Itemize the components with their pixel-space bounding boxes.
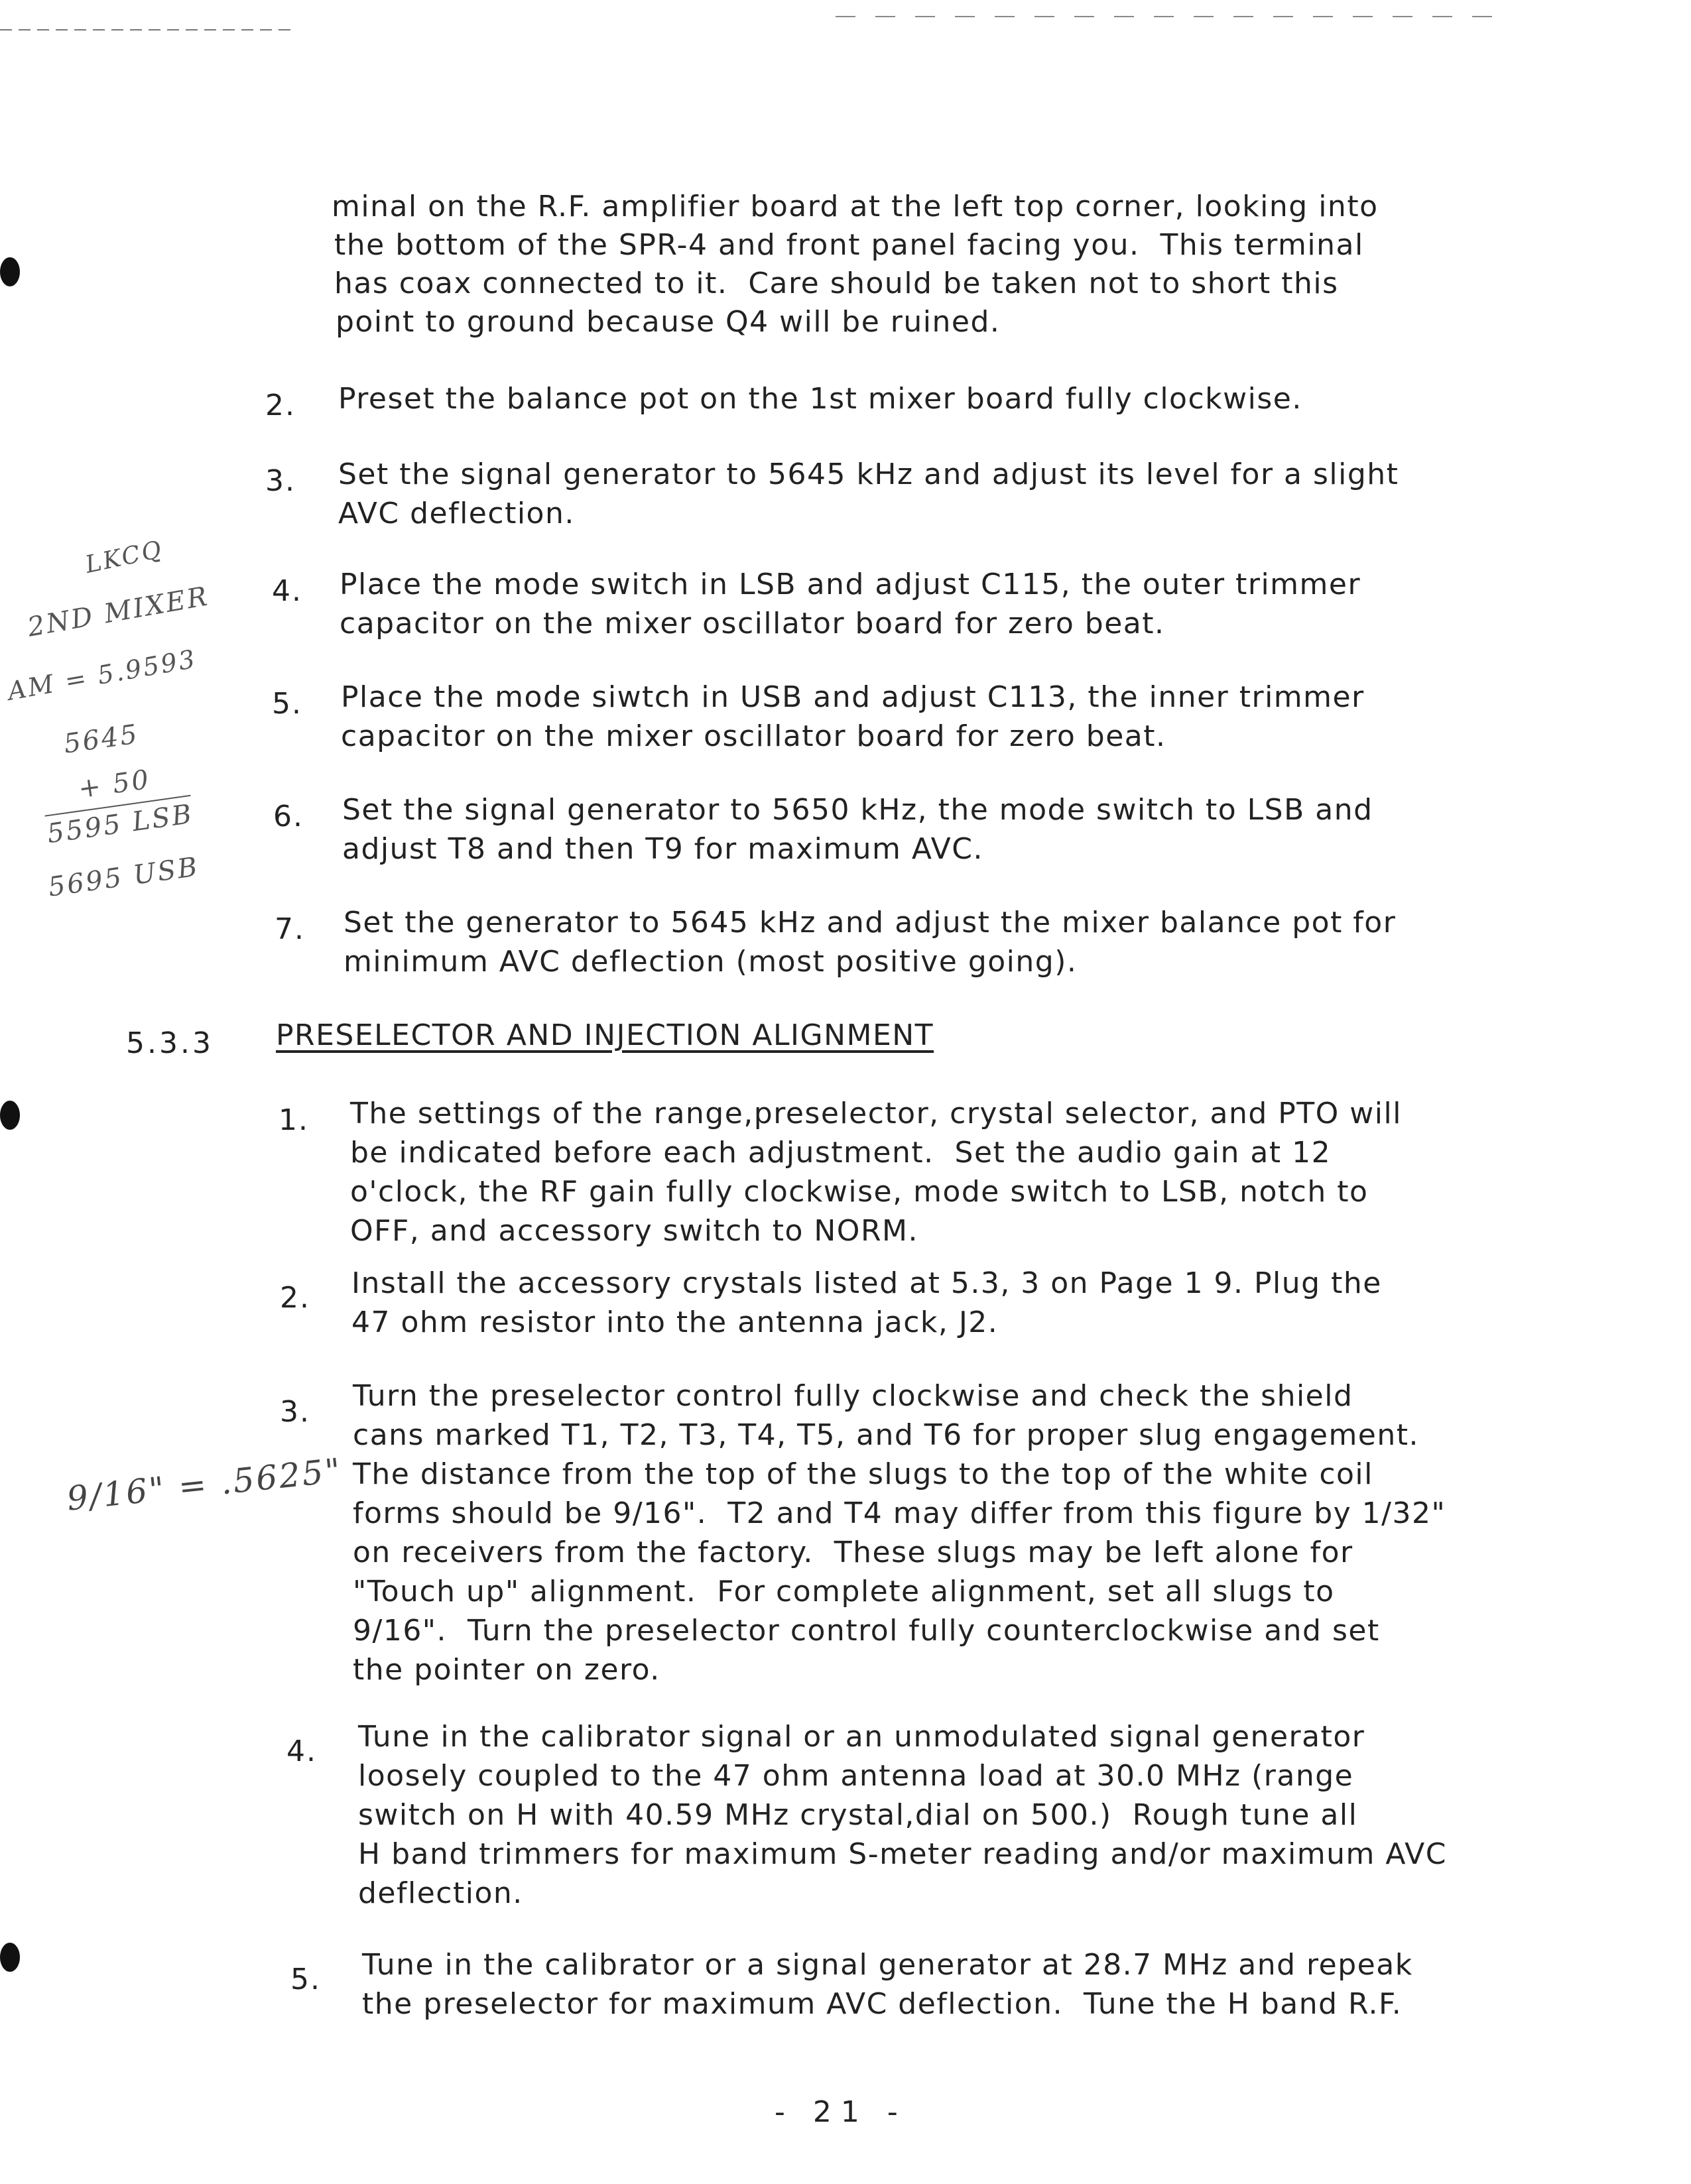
step-number: 6. (273, 800, 304, 833)
binder-hole-3 (0, 1943, 20, 1972)
step-number: 2. (265, 389, 296, 422)
section-title: PRESELECTOR AND INJECTION ALIGNMENT (276, 1018, 934, 1052)
step-number: 5. (272, 687, 302, 721)
step-number: 4. (286, 1734, 317, 1768)
step-text: Set the generator to 5645 kHz and adjust the mixer balance pot for minimum AVC deflection (most positive going). (344, 906, 1397, 979)
scan-artifact-top-right (836, 16, 1512, 17)
step-text: Preset the balance pot on the 1st mixer board fully clockwise. (338, 382, 1302, 416)
handwritten-note: 9/16" = .5625" (65, 1451, 344, 1518)
handwritten-note: 5595 LSB (44, 795, 195, 849)
intro-line: minal on the R.F. amplifier board at the left top corner, looking into (332, 190, 1379, 223)
handwritten-note: 2ND MIXER (25, 581, 212, 643)
step-text: Tune in the calibrator signal or an unmodulated signal generator loosely coupled to the 47 ohm antenna load at 30.0 MHz (range switch on H with 40.59 MHz crystal,dial on 500.) Rough tune all H band trimmers for maximum S-meter reading and/or maximum AVC deflection. (358, 1720, 1447, 1910)
step-number: 5. (290, 1963, 321, 1996)
page-number: - 21 - (775, 2095, 907, 2129)
section-number: 5.3.3 (126, 1026, 214, 1060)
handwritten-note: AM = 5.9593 (5, 644, 199, 706)
step-number: 4. (272, 574, 302, 608)
handwritten-note: 5695 USB (46, 851, 202, 903)
step-text: Install the accessory crystals listed at 5.3, 3 on Page 1 9. Plug the 47 ohm resistor into the antenna jack, J2. (351, 1266, 1382, 1339)
step-number: 2. (280, 1281, 310, 1315)
step-text: Turn the preselector control fully clockwise and check the shield cans marked T1, T2, T3, T4, T5, and T6 for proper slug engagement. The distance from the top of the slugs to the top of the white coil forms should be 9/16". T2 and T4 may differ from this figure by 1/32" on receivers from the factory. These slugs may be left alone for "Touch up" alignment. For complete alignment, set all slugs to 9/16". Turn the preselector control fully counterclockwise and set the pointer on zero. (353, 1379, 1446, 1687)
handwritten-note: + 50 (76, 764, 153, 805)
intro-line: has coax connected to it. Care should be taken not to short this (334, 267, 1339, 300)
handwritten-note: 5645 (62, 719, 141, 760)
binder-hole-2 (0, 1101, 20, 1130)
intro-line: point to ground because Q4 will be ruined. (336, 305, 1001, 339)
handwritten-note: LKCQ (83, 536, 166, 579)
binder-hole-1 (0, 257, 20, 286)
scan-artifact-top-left (0, 29, 292, 30)
step-text: The settings of the range,preselector, crystal selector, and PTO will be indicated before each adjustment. Set the audio gain at 12 o'clock, the RF gain fully clockwise, mode switch to LSB, notch to OFF, and accessory switch to NORM. (350, 1097, 1402, 1248)
step-text: Set the signal generator to 5645 kHz and adjust its level for a slight AVC deflection. (338, 457, 1399, 530)
step-text: Place the mode siwtch in USB and adjust C113, the inner trimmer capacitor on the mixer oscillator board for zero beat. (341, 680, 1365, 753)
step-number: 3. (265, 464, 296, 498)
step-text: Place the mode switch in LSB and adjust C115, the outer trimmer capacitor on the mixer oscillator board for zero beat. (340, 568, 1361, 640)
step-number: 1. (279, 1103, 309, 1137)
step-number: 3. (280, 1395, 310, 1429)
step-number: 7. (275, 912, 305, 946)
step-text: Set the signal generator to 5650 kHz, the mode switch to LSB and adjust T8 and then T9 for maximum AVC. (342, 793, 1373, 866)
intro-line: the bottom of the SPR-4 and front panel facing you. This terminal (334, 228, 1364, 262)
step-text: Tune in the calibrator or a signal generator at 28.7 MHz and repeak the preselector for maximum AVC deflection. Tune the H band R.F. (362, 1948, 1413, 2021)
